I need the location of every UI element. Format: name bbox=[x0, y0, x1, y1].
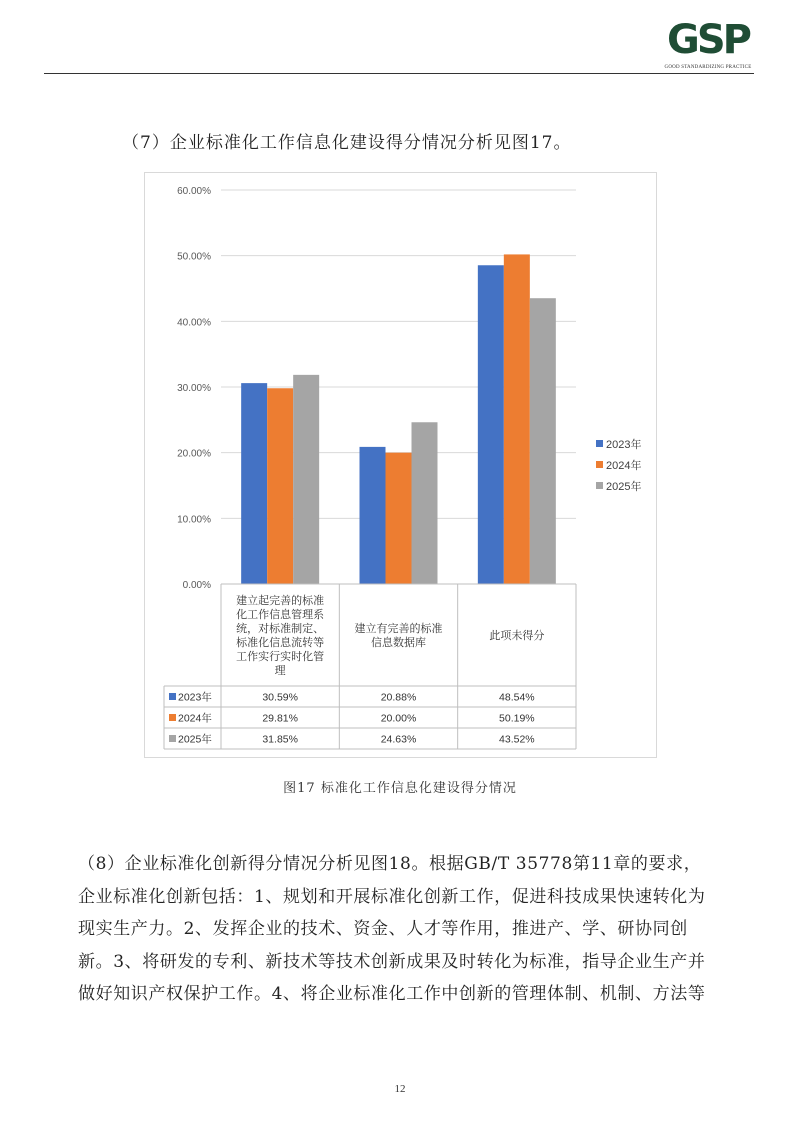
y-tick-label: 10.00% bbox=[177, 514, 211, 526]
body-line: （8）企业标准化创新得分情况分析见图18。根据GB/T 35778第11章的要求， bbox=[78, 854, 702, 874]
table-series-name: 2023年 bbox=[178, 691, 212, 704]
section-heading: （7）企业标准化工作信息化建设得分情况分析见图17。 bbox=[122, 133, 572, 153]
bar bbox=[386, 453, 412, 584]
data-label: 31.85% bbox=[262, 733, 298, 746]
bar bbox=[412, 422, 438, 584]
data-label: 43.52% bbox=[499, 733, 535, 746]
table-legend-key bbox=[169, 693, 176, 700]
legend-label: 2023年 bbox=[606, 439, 642, 451]
category-label: 信息数据库 bbox=[371, 637, 426, 649]
body-line: 做好知识产权保护工作。4、将企业标准化工作中创新的管理体制、机制、方法等 bbox=[78, 984, 706, 1004]
data-label: 20.88% bbox=[380, 691, 417, 704]
body-line: 新。3、将研发的专利、新技术等技术创新成果及时转化为标准，指导企业生产并 bbox=[78, 951, 706, 972]
category-label: 标准化信息流转等 bbox=[236, 637, 325, 649]
category-label: 化工作信息管理系 bbox=[236, 609, 325, 621]
data-label: 20.00% bbox=[380, 712, 417, 725]
body-line: 企业标准化创新包括：1、规划和开展标准化创新工作，促进科技成果快速转化为 bbox=[78, 886, 706, 907]
table-legend-key bbox=[169, 735, 176, 742]
category-label: 建立有完善的标准 bbox=[354, 623, 443, 635]
bar bbox=[504, 254, 530, 584]
y-tick-label: 60.00% bbox=[177, 186, 211, 197]
header-rule bbox=[44, 73, 754, 74]
data-label: 24.63% bbox=[380, 733, 417, 746]
y-tick-label: 50.00% bbox=[177, 251, 211, 263]
bar bbox=[241, 383, 267, 584]
figure-caption: 图17 标准化工作信息化建设得分情况 bbox=[283, 781, 517, 796]
bar-chart bbox=[145, 173, 656, 757]
logo-subtitle: GOOD STANDARDIZING PRACTICE bbox=[664, 65, 752, 70]
legend-key bbox=[596, 461, 603, 468]
body-paragraph bbox=[78, 848, 748, 1011]
legend-label: 2024年 bbox=[606, 460, 642, 472]
table-series-name: 2024年 bbox=[178, 712, 212, 725]
y-tick-label: 0.00% bbox=[182, 580, 211, 591]
page-number: 12 bbox=[394, 1083, 406, 1095]
bar bbox=[267, 388, 293, 584]
category-label: 工作实行实时化管 bbox=[236, 651, 325, 663]
bar bbox=[293, 375, 319, 584]
data-label: 48.54% bbox=[499, 691, 535, 704]
gsp-logo bbox=[660, 18, 756, 76]
y-tick-label: 30.00% bbox=[177, 383, 211, 394]
legend-key bbox=[596, 482, 603, 489]
bar bbox=[478, 265, 504, 584]
chart-figure-17 bbox=[144, 172, 657, 758]
legend-label: 2025年 bbox=[606, 481, 642, 493]
table-legend-key bbox=[169, 714, 176, 721]
body-line: 现实生产力。2、发挥企业的技术、资金、人才等作用，推进产、学、研协同创 bbox=[78, 919, 688, 939]
bar bbox=[530, 298, 556, 584]
y-tick-label: 40.00% bbox=[177, 317, 211, 329]
category-label: 统，对标准制定、 bbox=[236, 623, 325, 635]
table-series-name: 2025年 bbox=[178, 733, 212, 746]
logo-text: GSP bbox=[667, 17, 749, 63]
y-tick-label: 20.00% bbox=[177, 448, 211, 460]
bar bbox=[360, 447, 386, 584]
data-label: 50.19% bbox=[499, 712, 535, 725]
category-label: 理 bbox=[274, 665, 286, 677]
category-label: 建立起完善的标准 bbox=[236, 595, 325, 607]
data-label: 29.81% bbox=[262, 712, 298, 725]
data-label: 30.59% bbox=[262, 691, 298, 704]
legend-key bbox=[596, 440, 603, 447]
category-label: 此项未得分 bbox=[489, 630, 545, 642]
